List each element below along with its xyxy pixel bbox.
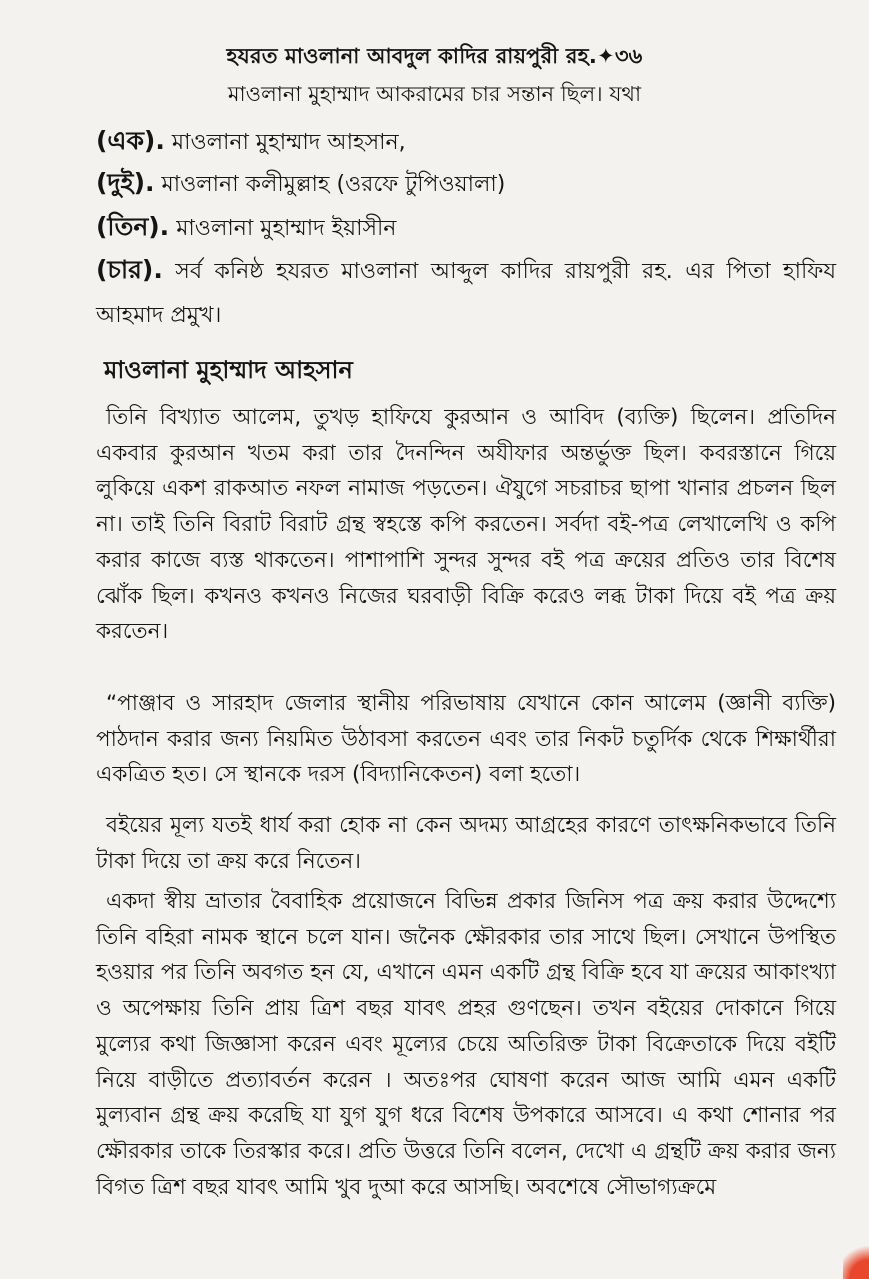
page-marker-icon: ✦: [597, 44, 615, 68]
list-item-text: মাওলানা মুহাম্মাদ ইয়াসীন: [176, 216, 397, 241]
list-item-number: (এক).: [96, 126, 165, 155]
list-item: [96, 160, 836, 208]
list-item: [96, 248, 836, 338]
section-heading: মাওলানা মুহাম্মাদ আহসান: [104, 356, 353, 384]
list-item-text: সর্ব কনিষ্ঠ হযরত মাওলানা আব্দুল কাদির রায়পুরী রহ. এর পিতা হাফিয আহমাদ প্রমুখ।: [96, 259, 836, 328]
paragraph: “পাঞ্জাব ও সারহাদ জেলার স্থানীয় পরিভাষায় যেখানে কোন আলেম (জ্ঞানী ব্যক্তি) পাঠদান করার জন্য নিয়মিত উঠাবসা করতেন এবং তার নিকট চতুর্দিক থেকে শিক্ষার্থীরা একত্রিত হত। সে স্থানকে দরস (বিদ্যানিকেতন) বলা হতো।: [96, 691, 836, 788]
list-item-text: মাওলানা মুহাম্মাদ আহসান,: [171, 130, 406, 155]
list-item-text: মাওলানা কলীমুল্লাহ (ওরফে টুপিওয়ালা): [161, 172, 506, 197]
header-title: হযরত মাওলানা আবদুল কাদির রায়পুরী রহ.: [226, 44, 598, 68]
page-corner-mark: [843, 1239, 869, 1279]
list-item: [96, 204, 836, 252]
running-header: [0, 40, 869, 75]
list-item: [96, 118, 836, 166]
list-item-number: (দুই).: [96, 168, 155, 197]
paragraph: একদা স্বীয় ভ্রাতার বৈবাহিক প্রয়োজনে বিভিন্ন প্রকার জিনিস পত্র ক্রয় করার উদ্দেশ্যে তিনি বহিরা নামক স্থানে চলে যান। জনৈক ক্ষৌরকার তার সাথে ছিল। সেখানে উপস্থিত হওয়ার পর তিনি অবগত হন যে, এখানে এমন একটি গ্রন্থ বিক্রি হবে যা ক্রয়ের আকাংখ্যা ও অপেক্ষায় তিনি প্রায় ত্রিশ বছর যাবৎ প্রহর গুণছেন। তখন বইয়ের দোকানে গিয়ে মুল্যের কথা জিজ্ঞাসা করেন এবং মূল্যের চেয়ে অতিরিক্ত টাকা বিক্রেতাকে দিয়ে বইটি নিয়ে বাড়ীতে প্রত্যাবর্তন করেন । অতঃপর ঘোষণা করেন আজ আমি এমন একটি মুল্যবান গ্রন্থ ক্রয় করেছি যা যুগ যুগ ধরে বিশেষ উপকারে আসবে। এ কথা শোনার পর ক্ষৌরকার তাকে তিরস্কার করে। প্রতি উত্তরে তিনি বলেন, দেখো এ গ্রন্থটি ক্রয় করার জন্য বিগত ত্রিশ বছর যাবৎ আমি খুব দুআ করে আসছি। অবশেষে সৌভাগ্যক্রমে: [96, 889, 836, 1200]
paragraph: তিনি বিখ্যাত আলেম, তুখড় হাফিযে কুরআন ও আবিদ (ব্যক্তি) ছিলেন। প্রতিদিন একবার কুরআন খতম করা তার দৈনন্দিন অযীফার অন্তর্ভুক্ত ছিল। কবরস্তানে গিয়ে লুকিয়ে একশ রাকআত নফল নামাজ পড়তেন। ঐযুগে সচরাচর ছাপা খানার প্রচলন ছিল না। তাই তিনি বিরাট বিরাট গ্রন্থ স্বহস্তে কপি করতেন। সর্বদা বই-পত্র লেখালেখি ও কপি করার কাজে ব্যস্ত থাকতেন। পাশাপাশি সুন্দর সুন্দর বই পত্র ক্রয়ের প্রতিও তার বিশেষ ঝোঁক ছিল। কখনও কখনও নিজের ঘরবাড়ী বিক্রি করেও লব্ধ টাকা দিয়ে বই পত্র ক্রয় করতেন।: [96, 405, 836, 645]
list-item-number: (চার).: [96, 255, 163, 284]
paragraph: বইয়ের মূল্য যতই ধার্য করা হোক না কেন অদম্য আগ্রহের কারণে তাৎক্ষনিকভাবে তিনি টাকা দিয়ে তা ক্রয় করে নিতেন।: [96, 813, 836, 874]
list-item-number: (তিন).: [96, 212, 170, 241]
intro-line: মাওলানা মুহাম্মাদ আকরামের চার সন্তান ছিল। যথা: [227, 82, 642, 106]
page-number: ৩৬: [614, 44, 643, 68]
